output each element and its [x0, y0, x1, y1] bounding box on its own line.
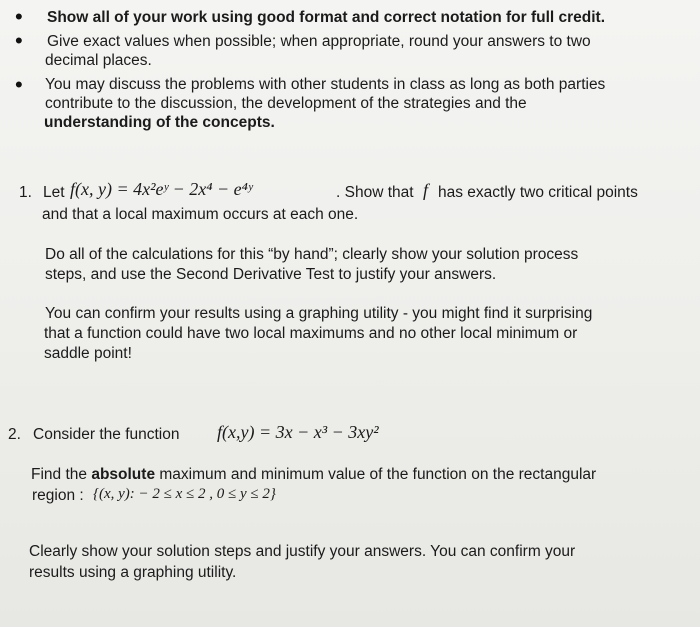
problem-1-show-that: . Show that	[336, 184, 414, 201]
problem-2-para3-line-1: Clearly show your solution steps and justify your answers. You can confirm your	[29, 543, 576, 560]
problem-2-region-expr: {(x, y): − 2 ≤ x ≤ 2 , 0 ≤ y ≤ 2}	[93, 486, 276, 502]
problem-1-f-symbol: f	[423, 180, 429, 200]
bullet-1-line-1: Show all of your work using good format and correct notation for full credit.	[47, 9, 606, 26]
problem-1-function	[70, 180, 252, 199]
problem-1-line-2: and that a local maximum occurs at each one.	[42, 206, 359, 223]
problem-2-intro: Consider the function	[33, 426, 180, 443]
problem-1-para3-line-1: You can confirm your results using a graphing utility - you might find it surprising	[45, 305, 593, 322]
problem-1-para3-line-2: that a function could have two local maximums and no other local minimum or	[44, 325, 578, 342]
bullet-2-line-1: Give exact values when possible; when appropriate, round your answers to two	[47, 33, 591, 50]
problem-1-para3-line-3: saddle point!	[44, 345, 132, 362]
problem-2-region-label: region :	[32, 487, 84, 504]
problem-2-find-bold: absolute	[91, 466, 156, 483]
bullet-dot: •	[15, 4, 23, 29]
problem-2-find-suffix: maximum and minimum value of the function on the rectangular	[159, 466, 597, 483]
bullet-3-line-3: understanding of the concepts.	[44, 114, 275, 131]
problem-1-number: 1.	[19, 184, 32, 201]
bullet-2-line-2: decimal places.	[45, 52, 152, 69]
problem-1-line-1-rest: has exactly two critical points	[438, 184, 638, 201]
problem-2-number: 2.	[8, 426, 21, 443]
problem-1-para2-line-2: steps, and use the Second Derivative Test to justify your answers.	[45, 266, 497, 283]
problem-1-let: Let	[43, 184, 65, 201]
problem-1-function-text: f(x, y) = 4x²eʸ − 2x⁴ − e⁴ʸ	[70, 179, 253, 199]
bullet-3-line-2: contribute to the discussion, the development of the strategies and the	[45, 95, 527, 112]
bullet-dot: •	[15, 28, 23, 53]
problem-2-find-line	[31, 465, 596, 484]
bullet-3-line-1: You may discuss the problems with other students in class as long as both parties	[45, 76, 606, 93]
problem-2-function: f(x,y) = 3x − x³ − 3xy²	[217, 422, 379, 442]
problem-2-para3-line-2: results using a graphing utility.	[29, 564, 237, 581]
problem-1-para2-line-1: Do all of the calculations for this “by hand”; clearly show your solution process	[45, 246, 579, 263]
bullet-dot: •	[15, 72, 23, 97]
problem-2-find-prefix: Find the	[31, 466, 88, 483]
